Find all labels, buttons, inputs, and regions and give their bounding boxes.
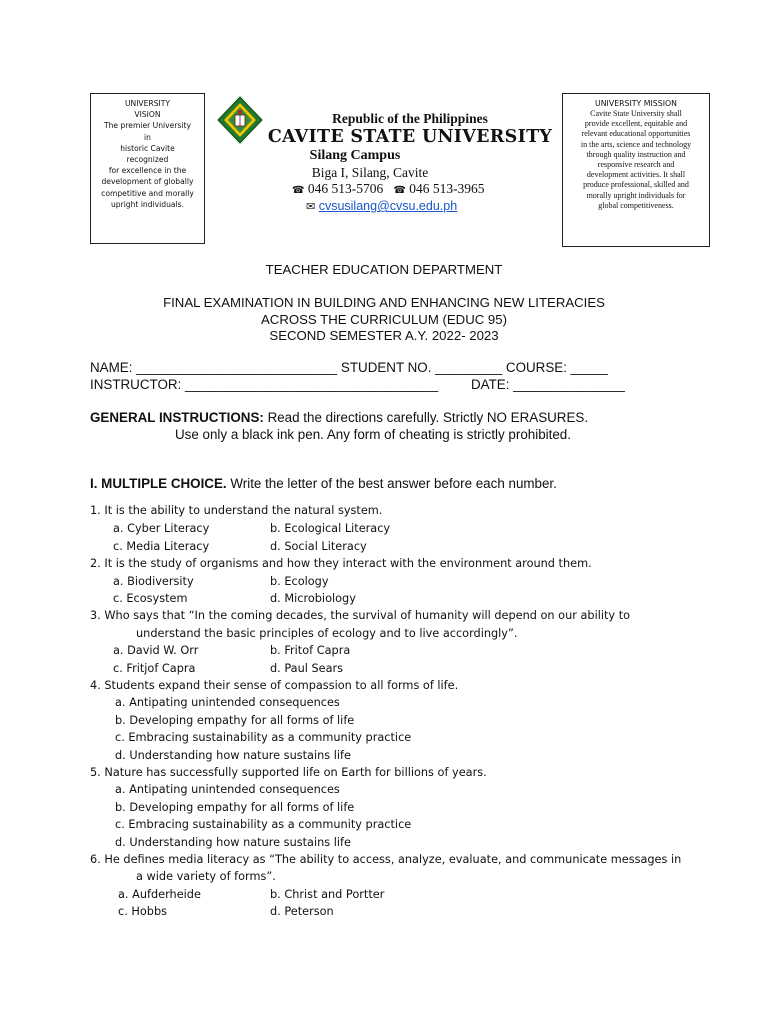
phone-icon: ☎: [393, 185, 406, 196]
vision-line: for excellence in the: [108, 166, 187, 176]
question-4: 4. Students expand their sense of compassion to all forms of life.: [90, 679, 459, 692]
option-c: c. Fritjof Capra: [113, 662, 196, 675]
mission-line: provide excellent, equitable and: [584, 119, 688, 129]
vision-line: competitive and morally: [101, 188, 194, 198]
university-vision-box: [90, 93, 205, 244]
phone-number-2: 046 513-3965: [409, 181, 485, 196]
phone-numbers: [292, 181, 485, 197]
question-3: 3. Who says that “In the coming decades, the survival of humanity will depend on our ability to: [90, 609, 631, 622]
question-1: 1. It is the ability to understand the natural system.: [90, 504, 383, 517]
vision-line: development of globally: [101, 177, 194, 187]
mission-line: Cavite State University shall: [590, 109, 682, 118]
mission-line: relevant educational opportunities: [581, 129, 691, 139]
student-info-row[interactable]: NAME: ___________________________ STUDENT NO. _________ COURSE: _____: [90, 360, 608, 375]
vision-line: The premier University: [103, 121, 191, 131]
vision-line: VISION: [134, 110, 161, 120]
option-b: b. Developing empathy for all forms of life: [115, 801, 355, 814]
vision-line: in: [144, 132, 151, 142]
option-a: a. Biodiversity: [113, 575, 194, 588]
department-title: TEACHER EDUCATION DEPARTMENT: [265, 262, 503, 277]
phone-icon: ☎: [292, 185, 305, 196]
option-b: b. Ecological Literacy: [270, 522, 391, 535]
mission-title: UNIVERSITY MISSION: [595, 99, 677, 108]
vision-line: historic Cavite: [120, 143, 175, 153]
mission-line: global competitiveness.: [598, 200, 674, 210]
campus-address: Biga I, Silang, Cavite: [311, 165, 429, 180]
exam-title-line-3: SECOND SEMESTER A.Y. 2022- 2023: [269, 328, 499, 343]
option-b: b. Fritof Capra: [270, 644, 351, 657]
email-link[interactable]: cvsusilang@cvsu.edu.ph: [318, 199, 458, 213]
campus-name: Silang Campus: [309, 148, 401, 163]
option-b: b. Ecology: [270, 575, 329, 588]
general-instructions: [90, 410, 588, 425]
option-c: c. Embracing sustainability as a community practice: [115, 818, 412, 831]
instructions-text: Read the directions carefully. Strictly NO ERASURES.: [263, 410, 589, 425]
republic-line: Republic of the Philippines: [332, 111, 488, 126]
option-d: d. Peterson: [270, 905, 334, 918]
option-c: c. Media Literacy: [113, 540, 210, 553]
mission-line: in the arts, science and technology: [580, 139, 692, 149]
university-name: CAVITE STATE UNIVERSITY: [267, 127, 553, 147]
section-label: I. MULTIPLE CHOICE.: [90, 476, 227, 491]
vision-line: UNIVERSITY: [124, 99, 171, 108]
mission-line: development activities. It shall: [586, 170, 686, 180]
option-c: c. Ecosystem: [113, 592, 188, 605]
instructions-label: GENERAL INSTRUCTIONS:: [90, 410, 264, 425]
option-d: d. Understanding how nature sustains life: [115, 836, 351, 849]
option-d: d. Paul Sears: [270, 662, 344, 675]
question-2: 2. It is the study of organisms and how they interact with the environment around them.: [90, 557, 592, 570]
option-b: b. Christ and Portter: [270, 888, 385, 901]
university-mission-box: [562, 93, 710, 247]
question-5: 5. Nature has successfully supported life on Earth for billions of years.: [90, 766, 487, 779]
option-a: a. Aufderheide: [118, 888, 201, 901]
exam-title-line-1: FINAL EXAMINATION IN BUILDING AND ENHANCING NEW LITERACIES: [163, 295, 605, 310]
email-line: [306, 199, 457, 213]
mission-line: produce professional, skilled and: [583, 180, 689, 190]
option-b: b. Developing empathy for all forms of life: [115, 714, 355, 727]
instructor-field[interactable]: INSTRUCTOR: __________________________________: [90, 377, 439, 392]
vision-line: upright individuals.: [110, 199, 185, 209]
option-a: a. Antipating unintended consequences: [115, 696, 340, 709]
mission-line: responsive research and: [597, 160, 675, 170]
option-a: a. Cyber Literacy: [113, 522, 210, 535]
date-field[interactable]: DATE: _______________: [471, 377, 625, 392]
option-a: a. Antipating unintended consequences: [115, 783, 340, 796]
option-d: d. Social Literacy: [270, 540, 367, 553]
question-6: 6. He defines media literacy as “The ability to access, analyze, evaluate, and communicate messages in: [90, 853, 682, 866]
mission-line: morally upright individuals for: [586, 190, 686, 200]
option-d: d. Microbiology: [270, 592, 356, 605]
section-directions: Write the letter of the best answer before each number.: [226, 476, 557, 491]
exam-title-line-2: ACROSS THE CURRICULUM (EDUC 95): [261, 312, 507, 327]
question-3-continued: understand the basic principles of ecology and to live accordingly”.: [136, 627, 518, 640]
mission-line: through quality instruction and: [586, 149, 686, 159]
option-c: c. Hobbs: [118, 905, 168, 918]
instructions-line-2: Use only a black ink pen. Any form of cheating is strictly prohibited.: [175, 427, 571, 442]
vision-line: recognized: [126, 155, 169, 165]
phone-number-1: 046 513-5706: [307, 181, 384, 196]
option-c: c. Embracing sustainability as a community practice: [115, 731, 412, 744]
option-a: a. David W. Orr: [113, 644, 199, 657]
envelope-icon: ✉: [306, 201, 316, 213]
section-multiple-choice-heading: [90, 476, 557, 491]
option-d: d. Understanding how nature sustains life: [115, 749, 351, 762]
question-6-continued: a wide variety of forms”.: [136, 870, 276, 883]
